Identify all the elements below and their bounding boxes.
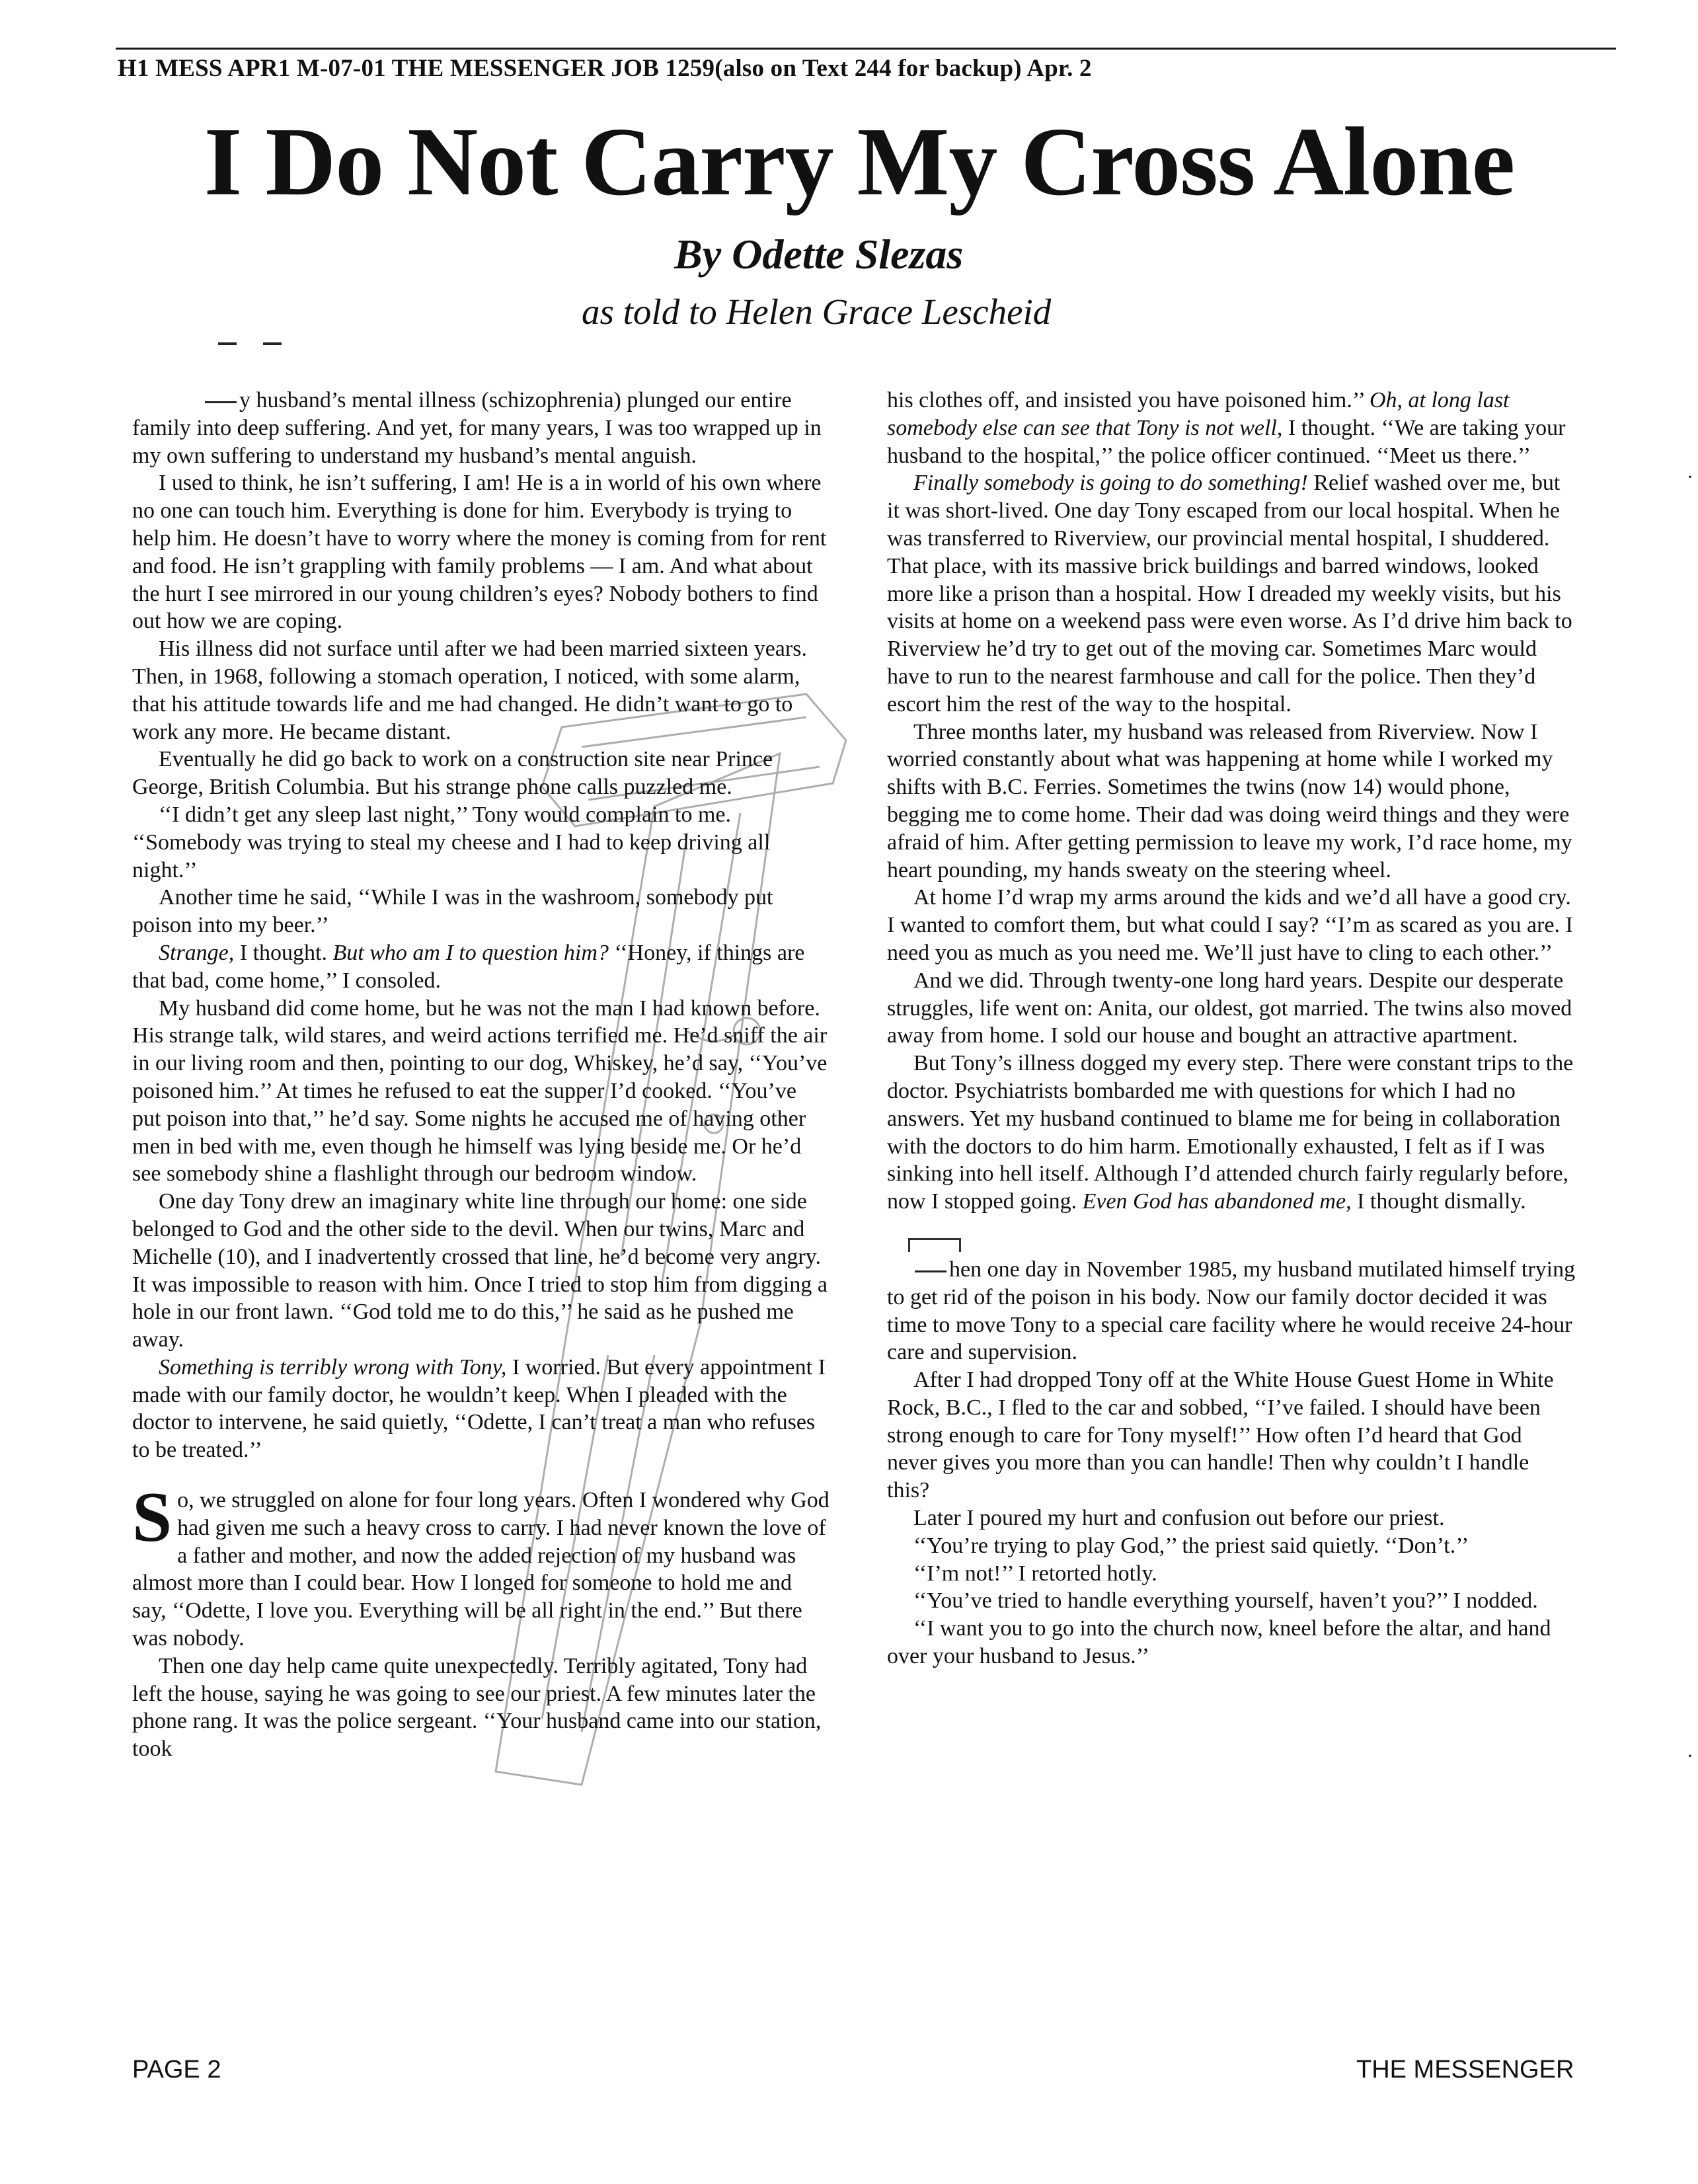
italic-text: Strange, [159,940,235,965]
paragraph: Three months later, my husband was released from Riverview. Now I worried constantly about what was happening at home while I worked my shifts with B.C. Ferries. Sometimes the twins (now 14) would phone, begging me to come home. Their dad was doing weird things and they were afraid of him. After getting permission to leave my work, I’d race home, my heart pounding, my hands sweaty on the steering wheel. [887,719,1572,882]
paragraph [887,1050,1576,1216]
paragraph-text: I thought. [234,940,333,965]
dropcap-placeholder-bracket [908,1238,961,1252]
paragraph: His illness did not surface until after we had been married sixteen years. Then, in 1968, following a stomach operation, I noticed, with some alarm, that his attitude towards life and me had changed. He didn’t want to go to work any more. He became distant. [132,637,807,744]
job-slug: H1 MESS APR1 M-07-01 THE MESSENGER JOB 1259(also on Text 244 for backup) Apr. 2 [118,55,1092,82]
paragraph: One day Tony drew an imaginary white line through our home: one side belonged to God and the other side to the devil. When our twins, Marc and Michelle (10), and I inadvertently crossed that line, he’d become very angry. It was impossible to reason with him. Once I tried to stop him from digging a hole in our front lawn. ‘‘God told me to do this,’’ he said as he pushed me away. [132,1189,828,1352]
paragraph: After I had dropped Tony off at the White House Guest Home in White Rock, B.C., I fled to the car and sobbed, ‘‘I’ve failed. I should have been strong enough to care for Tony myself!’’ How often I’d heard that God never gives you more than you can handle! Then why couldn’t I handle this? [887,1368,1554,1503]
paragraph-text: I thought. ‘‘We are taking your husband to the hospital,’’ the police officer continued. ‘‘Meet us there.’’ [887,415,1566,468]
paragraph: ‘‘You’re trying to play God,’’ the priest said quietly. ‘‘Don’t.’’ [913,1533,1469,1558]
italic-text: Even God has abandoned me, [1082,1189,1352,1214]
paragraph: Eventually he did go back to work on a construction site near Prince George, British Columbia. But his strange phone calls puzzled me. [132,747,773,800]
article-as-told: as told to Helen Grace Lescheid [582,292,1052,332]
paragraph [132,387,830,469]
column-left [132,387,830,1763]
paragraph-text: o, we struggled on alone for four long years. Often I wondered why God had given me such a heavy cross to carry. I had never known the love of a father and mother, and now the added rejection of my husband was almost more than I could bear. How I longed for someone to hold me and say, ‘‘Odette, I love you. Everything will be all right in the end.’’ But there was nobody. [132,1488,830,1651]
paragraph [887,469,1576,718]
paragraph-text: I worried. But every appointment I made with our family doctor, he wouldn’t keep. When I pleaded with the doctor to intervene, he said quietly, ‘‘Odette, I can’t treat a man who refuses to be treated.’’ [132,1354,826,1463]
paragraph [132,1354,830,1464]
publication-name: THE MESSENGER [1356,2056,1574,2084]
scan-edge-mark: · [1687,1745,1693,1767]
missing-initial-mark [205,401,237,403]
article-byline: By Odette Slezas [674,231,964,278]
missing-initial-mark [915,1270,946,1272]
paragraph-text: Relief washed over me, but it was short-lived. One day Tony escaped from our local hospital. When he was transferred to Riverview, our provincial mental hospital, I shuddered. That place, with its massive brick buildings and barred windows, looked more like a prison than a hospital. How I dreaded my weekly visits, but his visits at home on a weekend pass were even worse. As I’d drive him back to Riverview he’d try to get out of the moving car. Sometimes Marc would have to run to the nearest farmhouse and call for the police. Then they’d escort him the rest of the way to the hospital. [887,471,1572,717]
italic-text: Oh, at long last somebody else can see that Tony is not well, [887,388,1510,440]
paragraph [887,387,1576,469]
paragraph: Then one day help came quite unexpectedly. Terribly agitated, Tony had left the house, saying he was going to see our priest. A few minutes later the phone rang. It was the police sergeant. ‘‘Your husband came into our station, took [132,1653,822,1762]
paragraph-text: hen one day in November 1985, my husband mutilated himself trying to get rid of the poison in his body. Now our family doctor decided it was time to move Tony to a special care facility where he would receive 24-hour care and supervision. [887,1257,1576,1365]
page-number: PAGE 2 [132,2056,221,2084]
paragraph: And we did. Through twenty-one long hard years. Despite our desperate struggles, life went on: Anita, our oldest, got married. The twins also moved away from home. I sold our house and bought an attractive apartment. [887,968,1572,1048]
paragraph: ‘‘I didn’t get any sleep last night,’’ Tony would complain to me. ‘‘Somebody was trying to steal my cheese and I had to keep driving all night.’’ [132,802,771,882]
italic-text: Something is terribly wrong with Tony, [159,1354,507,1380]
paragraph-text: y husband’s mental illness (schizophrenia) plunged our entire family into deep suffering. And yet, for many years, I was too wrapped up in my own suffering to understand my husband’s mental anguish. [132,388,822,468]
column-right [887,387,1576,1670]
top-rule [116,48,1616,50]
paragraph: My husband did come home, but he was not the man I had known before. His strange talk, wild stares, and weird actions terrified me. He’d sniff the air in our living room and then, pointing to our dog, Whiskey, he’d say, ‘‘You’ve poisoned him.’’ At times he refused to eat the supper I’d cooked. ‘‘You’ve put poison into that,’’ he’d say. Some nights he accused me of having other men in bed with me, even though he himself was lying beside me. Or he’d see somebody shine a flashlight through our bedroom window. [132,995,828,1187]
italic-text: Finally somebody is going to do something! [913,471,1308,496]
paragraph: Later I poured my hurt and confusion out before our priest. [913,1506,1445,1531]
paragraph: At home I’d wrap my arms around the kids and we’d all have a good cry. I wanted to comfort them, but what could I say? ‘‘I’m as scared as you are. I need you as much as you need me. We’ll just have to cling to each other.’’ [887,885,1573,965]
scan-edge-mark: · [1687,466,1693,488]
paragraph: I used to think, he isn’t suffering, I am! He is a in world of his own where no one can touch him. Everything is done for him. Everybody is trying to help him. He doesn’t have to worry where the money is coming from for rent and food. He isn’t grappling with family problems — I am. And what about the hurt I see mirrored in our young children’s eyes? Nobody bothers to find out how we are coping. [132,471,827,634]
paragraph [887,1256,1576,1366]
paragraph: ‘‘I want you to go into the church now, kneel before the altar, and hand over your husband to Jesus.’’ [887,1616,1551,1669]
italic-text: But who am I to question him? [332,940,609,965]
paragraph: ‘‘You’ve tried to handle everything yourself, haven’t you?’’ I nodded. [913,1588,1538,1614]
article-title: I Do Not Carry My Cross Alone [204,108,1515,216]
paragraph: ‘‘I’m not!’’ I retorted hotly. [913,1561,1157,1586]
paragraph-text: But Tony’s illness dogged my every step. There were constant trips to the doctor. Psychiatrists bombarded me with questions for which I had no answers. Yet my husband continued to blame me for being in collaboration with the doctors to do him harm. Emotionally exhausted, I felt as if I was sinking into hell itself. Although I’d attended church fairly regularly before, now I stopped going. [887,1051,1574,1214]
paragraph: Another time he said, ‘‘While I was in the washroom, somebody put poison into my beer.’’ [132,885,773,938]
paragraph-text: I thought dismally. [1351,1189,1526,1214]
ornament-dashes [218,342,291,345]
paragraph [132,939,830,995]
paragraph-text: his clothes off, and insisted you have poisoned him.’’ [887,388,1370,412]
paragraph-text: ‘‘Honey, if things are that bad, come home,’’ I consoled. [132,940,805,993]
paragraph [132,1478,830,1653]
drop-cap: S [132,1478,173,1557]
